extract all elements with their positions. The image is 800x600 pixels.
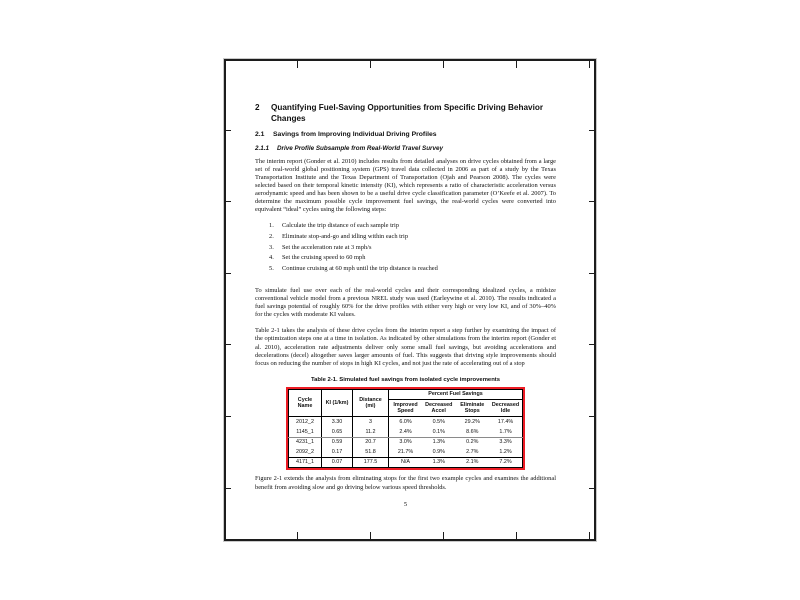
cell: 0.2% bbox=[466, 439, 479, 446]
list-number: 4. bbox=[269, 254, 274, 262]
cell: 3.0% bbox=[399, 439, 412, 446]
paragraph-4: Figure 2-1 extends the analysis from eliminating stops for the first two example cycles and examines the additional benefit from avoiding slow and go driving below various speed thresholds. bbox=[255, 475, 556, 491]
table-row bbox=[289, 427, 523, 437]
cell: 1.2% bbox=[489, 447, 523, 457]
ruler-tick bbox=[370, 532, 371, 539]
ruler-tick bbox=[589, 488, 594, 489]
cell: 4231_1 bbox=[289, 437, 322, 447]
cell: 51.8 bbox=[353, 447, 389, 457]
cell: 1145_1 bbox=[289, 427, 322, 437]
cell: 0.9% bbox=[422, 447, 456, 457]
list-text: Continue cruising at 60 mph until the trip distance is reached bbox=[282, 264, 438, 272]
ideal-cycle-steps bbox=[255, 222, 556, 273]
cell: 177.5 bbox=[353, 457, 389, 468]
section-heading bbox=[255, 103, 556, 124]
cell: 0.17 bbox=[322, 447, 353, 457]
table-row bbox=[289, 437, 523, 447]
paragraph-2: To simulate fuel use over each of the real-world cycles and their corresponding idealized cycles, a midsize conventional vehicle model from a previous NREL study was used (Earleywine et al. 2010). The results indicated a fuel savings potential of roughly 60% for the drive profiles with either very high or very low KI, and of 30%–40% for the cycles with moderate KI values. bbox=[255, 287, 556, 319]
cell: 8.6% bbox=[456, 427, 490, 437]
sub-header-decreased-accel: Decreased Accel bbox=[422, 400, 456, 417]
ruler-tick bbox=[226, 130, 231, 131]
fuel-savings-table bbox=[288, 389, 523, 469]
ruler-tick bbox=[226, 201, 231, 202]
col-header-distance: Distance (mi) bbox=[353, 389, 389, 417]
subsubsection-title: Drive Profile Subsample from Real-World Travel Survey bbox=[277, 144, 443, 152]
cell: 4171_1 bbox=[289, 457, 322, 468]
cell: 0.1% bbox=[422, 427, 456, 437]
page-number: 5 bbox=[403, 500, 408, 508]
list-number: 1. bbox=[269, 222, 274, 230]
ruler-tick bbox=[370, 61, 371, 68]
ruler-tick bbox=[443, 61, 444, 68]
cell: 2092_2 bbox=[289, 447, 322, 457]
list-item bbox=[269, 233, 556, 241]
ruler-tick bbox=[589, 532, 590, 539]
list-item bbox=[269, 222, 556, 230]
paragraph-3: Table 2-1 takes the analysis of these drive cycles from the interim report a step further by examining the impact of the optimization steps one at a time in isolation. As indicated by other simulations from the interim report (Gonder et al. 2010), acceleration rate adjustments deliver only some small fuel savings, but avoiding accelerations and decelerations (decel) altogether saves larger amounts of fuel. This suggests that driving style improvements should focus on reducing the number of stops in high KI cycles, and not just the rate of accelerating out of a stop bbox=[255, 327, 556, 367]
cell: 0.65 bbox=[322, 427, 353, 437]
cell: 11.2 bbox=[353, 427, 389, 437]
ruler-tick bbox=[297, 61, 298, 68]
group-header-percent-fuel-savings: Percent Fuel Savings bbox=[389, 389, 523, 400]
cell: 2.7% bbox=[456, 447, 490, 457]
cell: 1.3% bbox=[432, 439, 445, 446]
col-header-cycle-name: Cycle Name bbox=[289, 389, 322, 417]
ruler-tick bbox=[589, 344, 594, 345]
ruler-tick bbox=[226, 273, 231, 274]
cell: 3.3% bbox=[499, 439, 512, 446]
cell: N/A bbox=[401, 459, 410, 466]
cell: 0.5% bbox=[432, 419, 445, 426]
sub-header-improved-speed: Improved Speed bbox=[389, 400, 423, 417]
cell: 1.3% bbox=[432, 459, 445, 466]
table-caption: Table 2-1. Simulated fuel savings from isolated cycle improvements bbox=[310, 376, 501, 383]
ruler-tick bbox=[589, 61, 590, 68]
cell: 0.59 bbox=[322, 437, 353, 447]
table-row bbox=[289, 447, 523, 457]
table-row bbox=[289, 417, 523, 427]
list-item bbox=[269, 244, 556, 252]
cell: 2.4% bbox=[389, 427, 423, 437]
page-content bbox=[255, 103, 556, 509]
cell: 2012_2 bbox=[289, 417, 322, 427]
cell: 7.2% bbox=[499, 459, 512, 466]
cell: 2.1% bbox=[466, 459, 479, 466]
subsubsection-heading bbox=[255, 145, 556, 153]
cell: 29.2% bbox=[464, 419, 480, 426]
list-number: 2. bbox=[269, 232, 274, 240]
list-text: Eliminate stop-and-go and idling within each trip bbox=[282, 232, 409, 240]
ruler-tick bbox=[226, 488, 231, 489]
ruler-tick bbox=[226, 416, 231, 417]
list-item bbox=[269, 254, 556, 262]
ruler-tick bbox=[226, 344, 231, 345]
cell: 17.4% bbox=[497, 419, 514, 426]
ruler-tick bbox=[297, 532, 298, 539]
col-header-ki: KI (1/km) bbox=[322, 389, 353, 417]
ruler-tick bbox=[589, 201, 594, 202]
ruler-tick bbox=[589, 130, 594, 131]
section-title: Quantifying Fuel-Saving Opportunities from Specific Driving Behavior Changes bbox=[271, 103, 544, 123]
subsubsection-number: 2.1.1 bbox=[255, 144, 270, 152]
cell: 1.7% bbox=[489, 427, 523, 437]
subsection-title: Savings from Improving Individual Driving Profiles bbox=[273, 131, 437, 138]
cell: 6.0% bbox=[399, 419, 412, 426]
list-number: 5. bbox=[269, 264, 274, 272]
table-highlight-frame bbox=[286, 387, 525, 471]
ruler-tick bbox=[516, 532, 517, 539]
ruler-tick bbox=[443, 532, 444, 539]
ruler-tick bbox=[589, 273, 594, 274]
cell: 3.30 bbox=[322, 417, 353, 427]
subsection-heading bbox=[255, 131, 556, 140]
list-number: 3. bbox=[269, 243, 274, 251]
document-page bbox=[224, 59, 596, 541]
cell: 21.7% bbox=[389, 447, 423, 457]
ruler-tick bbox=[516, 61, 517, 68]
section-number: 2 bbox=[255, 103, 260, 112]
cell: 0.07 bbox=[322, 457, 353, 468]
sub-header-eliminate-stops: Eliminate Stops bbox=[456, 400, 490, 417]
list-item bbox=[269, 265, 556, 273]
sub-header-decreased-idle: Decreased Idle bbox=[489, 400, 523, 417]
cell: 3 bbox=[353, 417, 389, 427]
list-text: Set the cruising speed to 60 mph bbox=[282, 254, 366, 262]
list-text: Calculate the trip distance of each sample trip bbox=[282, 222, 399, 230]
table-row bbox=[289, 457, 523, 468]
paragraph-1: The interim report (Gonder et al. 2010) includes results from detailed analyses on drive cycles obtained from a large set of real-world global positioning system (GPS) travel data collected in 2006 as part of a study by the Texas Transportation Institute and the Texas Department of Transportation (Ojah and Pearson 2008). The cycles were selected based on their temporal kinetic intensity (KI), which represents a ratio of characteristic acceleration versus aerodynamic speed and has been shown to be a useful drive cycle classification parameter (O’Keefe et al. 2007). To determine the maximum possible cycle improvement fuel savings, the real-world cycles were converted into equivalent “ideal” cycles using the following steps: bbox=[255, 157, 556, 214]
list-text: Set the acceleration rate at 3 mph/s bbox=[282, 243, 372, 251]
subsection-number: 2.1 bbox=[255, 131, 265, 138]
ruler-tick bbox=[589, 416, 594, 417]
cell: 20.7 bbox=[353, 437, 389, 447]
